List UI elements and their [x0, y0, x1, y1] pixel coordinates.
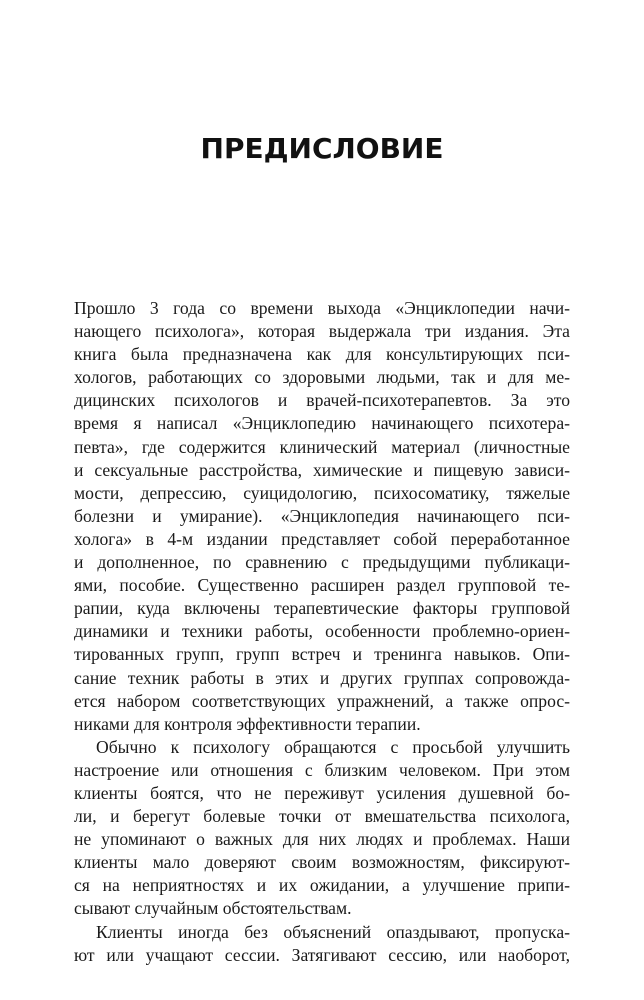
text-line: ся на неприятностях и их ожидании, а улучшение припи-	[74, 875, 570, 896]
page-title: ПРЕДИСЛОВИЕ	[200, 132, 444, 165]
text-line: дицинских психологов и врачей-психотерапевтов. За это	[74, 390, 570, 411]
text-line: певта», где содержится клинический материал (личностные	[74, 436, 570, 457]
text-line: Обычно к психологу обращаются с просьбой улучшить	[96, 736, 570, 757]
text-line: динамики и техники работы, особенности проблемно-ориен-	[74, 621, 570, 642]
text-line: и дополненное, по сравнению с предыдущими публикаци-	[74, 552, 570, 573]
text-line: Прошло 3 года со времени выхода «Энциклопедии начи-	[74, 298, 570, 318]
text-line: ями, пособие. Существенно расширен раздел групповой те-	[74, 575, 570, 596]
text-line: тированных групп, групп встреч и тренинга навыков. Опи-	[74, 644, 570, 665]
text-line: сывают случайным обстоятельствам.	[74, 898, 352, 919]
text-line: клиенты мало доверяют своим возможностям, фиксируют-	[74, 852, 570, 873]
text-line: холога» в 4-м издании представляет собой переработанное	[74, 528, 570, 549]
text-line: книга была предназначена как для консультирующих пси-	[74, 344, 570, 365]
text-line: клиенты боятся, что не переживут усиления душевной бо-	[74, 782, 570, 803]
text-line: ли, и берегут болевые точки от вмешательства психолога,	[74, 806, 570, 827]
text-line: и сексуальные расстройства, химические и пищевую зависи-	[74, 459, 570, 480]
text-line: хологов, работающих со здоровыми людьми, так и для ме-	[74, 367, 570, 388]
text-line: ют или учащают сессии. Затягивают сессию, или наоборот,	[74, 944, 570, 965]
text-line: не упоминают о важных для них людях и проблемах. Наши	[74, 829, 570, 850]
text-line: ется набором соответствующих упражнений, а также опрос-	[74, 690, 570, 711]
text-line: рапии, куда включены терапевтические факторы групповой	[74, 598, 570, 619]
text-line: время я написал «Энциклопедию начинающего психотера-	[74, 413, 570, 434]
text-line: настроение или отношения с близким человеком. При этом	[74, 759, 570, 780]
text-line: Клиенты иногда без объяснений опаздывают, пропуска-	[96, 921, 570, 942]
text-line: нающего психолога», которая выдержала три издания. Эта	[74, 321, 570, 342]
body-text	[74, 297, 570, 967]
text-line: болезни и умирание). «Энциклопедия начинающего пси-	[74, 505, 570, 526]
text-line: мости, депрессию, суицидологию, психосоматику, тяжелые	[74, 482, 570, 503]
text-line: сание техник работы в этих и других группах сопровожда-	[74, 667, 570, 688]
text-line: никами для контроля эффективности терапии.	[74, 713, 421, 734]
